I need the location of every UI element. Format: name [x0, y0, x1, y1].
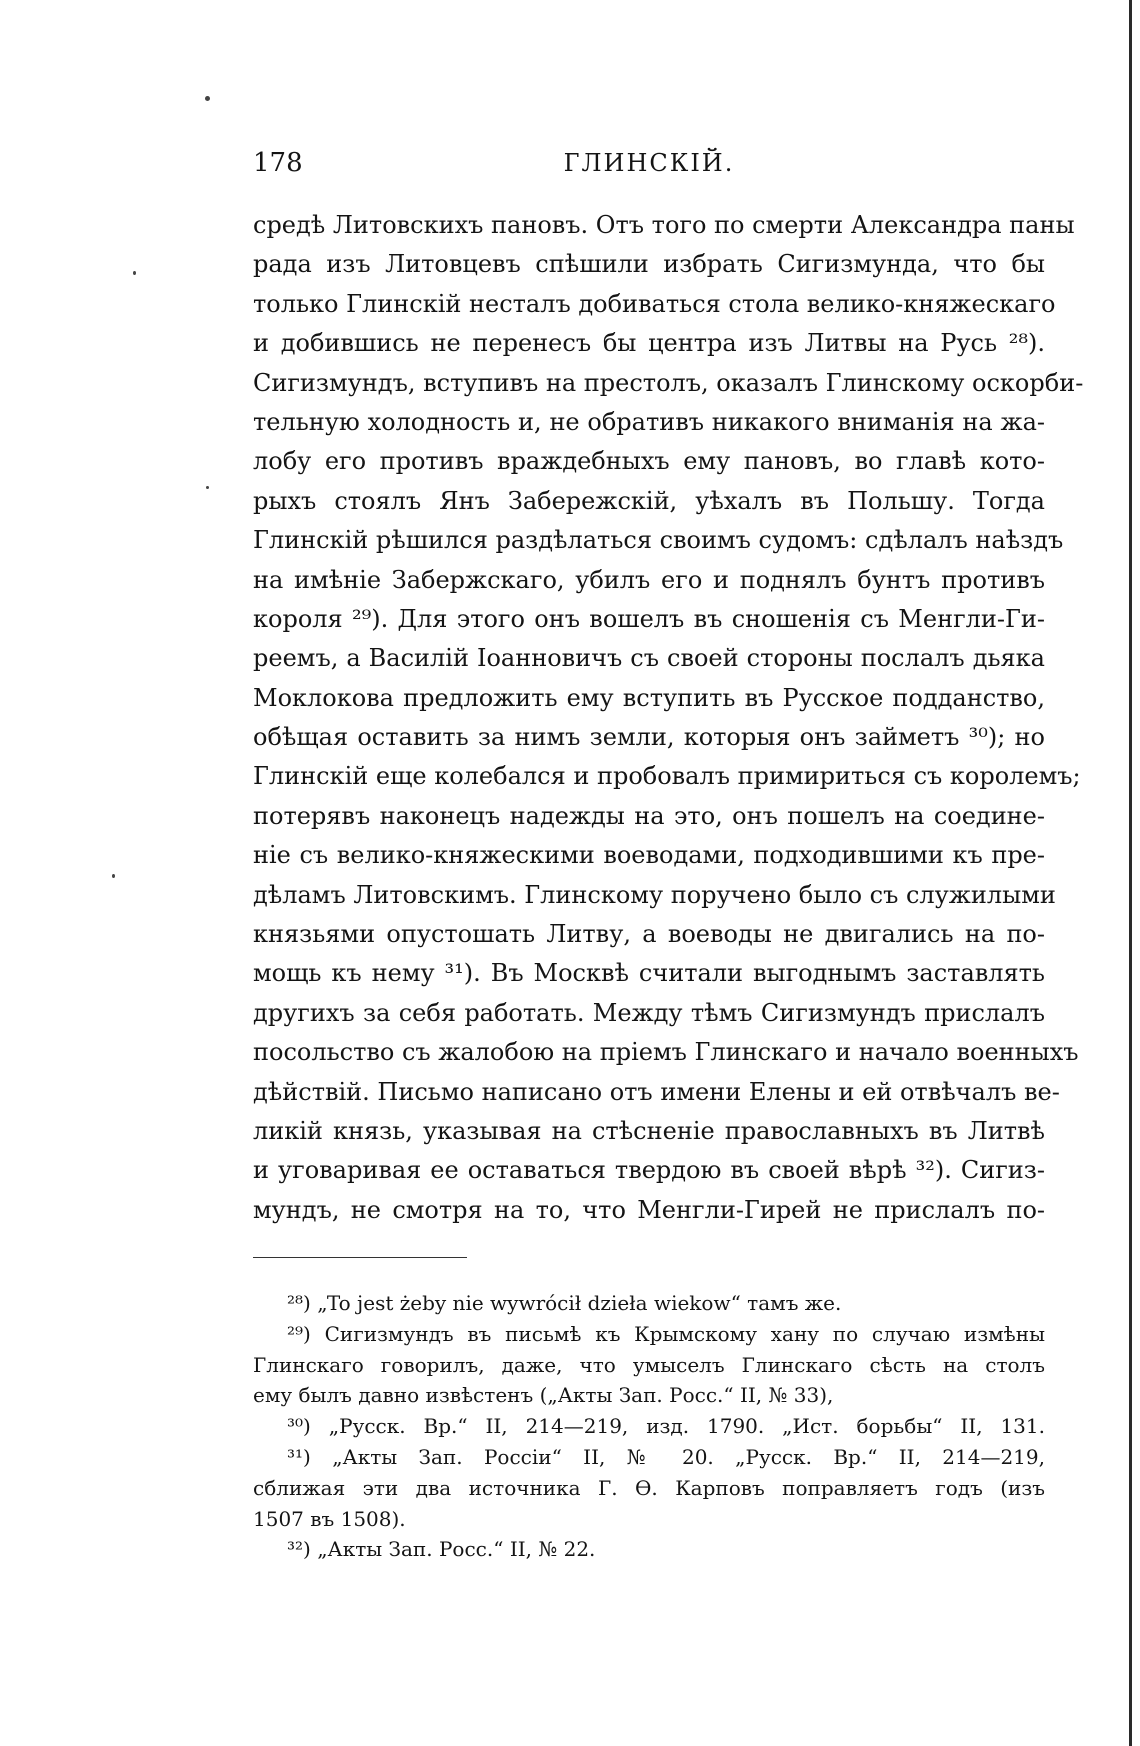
page-header	[253, 146, 1045, 180]
body-line: князьями опустошать Литву, а воеводы не двигались на по-	[253, 920, 1045, 949]
footnote-line: сближая эти два источника Г. Ө. Карповъ поправляетъ годъ (изъ	[253, 1475, 1045, 1500]
body-line: лобу его противъ враждебныхъ ему пановъ, во главѣ кото-	[253, 447, 1045, 476]
body-line: только Глинскій несталъ добиваться стола велико-княжескаго	[253, 289, 1056, 318]
scan-speck	[205, 96, 210, 101]
scan-speck	[133, 271, 136, 275]
body-line: мундъ, не смотря на то, что Менгли-Гирей не прислалъ по-	[253, 1195, 1045, 1224]
body-line: рыхъ стоялъ Янъ Забережскій, уѣхалъ въ Польшу. Тогда	[253, 486, 1045, 515]
body-line: другихъ за себя работать. Между тѣмъ Сигизмундъ прислалъ	[253, 998, 1045, 1027]
body-line: мощь къ нему ³¹). Въ Москвѣ считали выгоднымъ заставлять	[253, 959, 1045, 988]
body-text	[253, 206, 1084, 1230]
scan-speck	[112, 874, 115, 878]
footnote-line: ²⁹) Сигизмундъ въ письмѣ къ Крымскому хану по случаю измѣны	[287, 1321, 1045, 1346]
scan-edge-line	[1129, 0, 1132, 1746]
body-line: ніе съ велико-княжескими воеводами, подходившими къ пре-	[253, 841, 1045, 870]
footnotes	[253, 1288, 1045, 1565]
body-line: Моклокова предложить ему вступить въ Русское подданство,	[253, 683, 1045, 712]
body-line: Глинскій рѣшился раздѣлаться своимъ судомъ: сдѣлалъ наѣздъ	[253, 526, 1064, 555]
footnote-line: ³⁰) „Русск. Вр.“ II, 214—219, изд. 1790. „Ист. борьбы“ II, 131.	[287, 1414, 1045, 1439]
body-line: средѣ Литовскихъ пановъ. Отъ того по смерти Александра паны	[253, 211, 1075, 239]
body-line: короля ²⁹). Для этого онъ вошелъ въ сношенія съ Менгли-Ги-	[253, 604, 1045, 633]
body-line: реемъ, а Василій Іоанновичъ съ своей стороны послалъ дьяка	[253, 644, 1045, 673]
scan-speck	[206, 486, 209, 489]
footnote-line: 1507 въ 1508).	[253, 1506, 406, 1531]
body-line: и добившись не перенесъ бы центра изъ Литвы на Русь ²⁸).	[253, 329, 1045, 358]
body-line: посольство съ жалобою на пріемъ Глинскаго и начало военныхъ	[253, 1038, 1079, 1067]
page-number: 178	[253, 148, 303, 178]
footnote-line: Глинскаго говорилъ, даже, что умыселъ Глинскаго сѣсть на столъ	[253, 1352, 1045, 1377]
body-line: ликій князь, указывая на стѣсненіе православныхъ въ Литвѣ	[253, 1116, 1045, 1145]
running-head: ГЛИНСКІЙ.	[563, 149, 735, 177]
footnote-line: ²⁸) „To jest żeby nie wywrócił dzieła wiekow“ тамъ же.	[287, 1291, 842, 1315]
body-line: на имѣніе Забержскаго, убилъ его и поднялъ бунтъ противъ	[253, 565, 1045, 594]
footnote-line: ³²) „Акты Зап. Росс.“ II, № 22.	[287, 1537, 596, 1562]
body-line: дѣйствій. Письмо написано отъ имени Елены и ей отвѣчалъ ве-	[253, 1077, 1060, 1106]
body-line: и уговаривая ее оставаться твердою въ своей вѣрѣ ³²). Сигиз-	[253, 1156, 1045, 1185]
body-line: потерявъ наконецъ надежды на это, онъ пошелъ на соедине-	[253, 801, 1045, 830]
footnote-line: ³¹) „Акты Зап. Россіи“ II, № 20. „Русск. Вр.“ II, 214—219,	[287, 1444, 1045, 1469]
body-line: рада изъ Литовцевъ спѣшили избрать Сигизмунда, что бы	[253, 250, 1045, 279]
body-line: Сигизмундъ, вступивъ на престолъ, оказалъ Глинскому оскорби-	[253, 368, 1084, 397]
body-line: тельную холодность и, не обративъ никакого вниманія на жа-	[253, 407, 1045, 436]
body-line: дѣламъ Литовскимъ. Глинскому поручено было съ служилыми	[253, 880, 1056, 909]
footnote-line: ему былъ давно извѣстенъ („Акты Зап. Росс.“ II, № 33),	[253, 1383, 834, 1408]
body-line: обѣщая оставить за нимъ земли, которыя онъ займетъ ³⁰); но	[253, 723, 1045, 752]
footnote-separator	[253, 1257, 467, 1258]
body-line: Глинскій еще колебался и пробовалъ примириться съ королемъ;	[253, 762, 1081, 791]
